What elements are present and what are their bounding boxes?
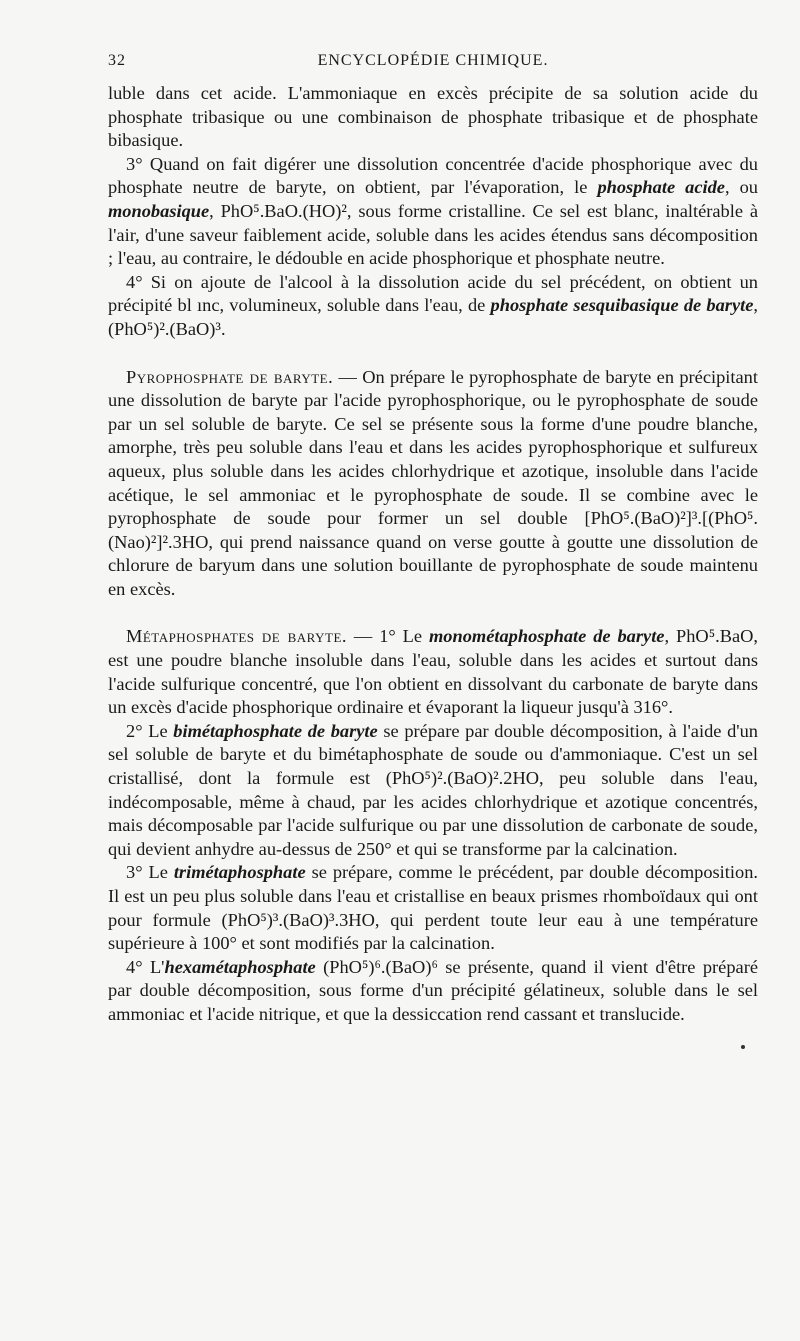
text-run: 3° Le <box>126 862 174 883</box>
section-metaphosphates <box>108 625 758 719</box>
term-phosphate-acide: phosphate acide <box>597 177 725 198</box>
term-bimetaphosphate: bimétaphosphate de baryte <box>173 720 378 741</box>
text-run: — On prépare le pyrophosphate de baryte en précipitant une dissolution de baryte par l'acide pyrophosphorique, ou le pyrophosphate de soude par un sel soluble de baryte. Ce sel se présente sous la forme d'une poudre blanche, amorphe, très peu soluble dans l'eau et dans les acides pyrophosphorique et sulfureux aqueux, plus soluble dans les acides chlorhydrique et azotique, insoluble dans l'acide acétique, le sel ammoniac et le pyrophosphate de soude. Il se combine avec le pyrophosphate de soude pour former un sel double [PhO⁵.(BaO)²]³.[(PhO⁵.(Nao)²]².3HO, qui prend naissance quand on verse goutte à goutte une dissolution de chlorure de baryum dans une solution bouillante de pyrophosphate de soude maintenu en excès. <box>108 366 758 599</box>
text-run: 4° L' <box>126 956 165 977</box>
text-run: (PhO⁵)⁶.(BaO)⁶ se présente, quand il vient d'être préparé par double décomposition, sous forme d'un précipité gélatineux, soluble dans le sel ammoniac et l'acide nitrique, et que la dessiccation rend cassant et translucide. <box>108 956 758 1024</box>
section-title-pyrophosphate: Pyrophosphate de baryte. <box>126 366 334 387</box>
text-run: se prépare par double décomposition, à l'aide d'un sel soluble de baryte et du bimétaphosphate de soude ou d'ammoniaque. C'est un sel cristallisé, dont la formule est (PhO⁵)².(BaO)².2HO, peu soluble dans l'eau, indécomposable, même à chaud, par les acides chlorhydrique et azotique concentrés, mais décomposable par l'acide sulfurique ou par une dissolution de carbonate de soude, qui devient anhydre au-dessus de 250° et qui se transforme par la calcination. <box>108 720 758 859</box>
paragraph-trimetaphosphate <box>108 861 758 955</box>
term-monobasique: monobasique <box>108 200 210 221</box>
text-run: se prépare, comme le précédent, par double décomposition. Il est un peu plus soluble dans l'eau et cristallise en beaux prismes rhomboïdaux qui ont pour formule (PhO⁵)³.(BaO)³.3HO, qui perdent toute leur eau à une température supérieure à 100° et sont modifiés par la calcination. <box>108 862 758 954</box>
term-phosphate-sesquibasique: phosphate sesquibasique de baryte <box>490 295 754 316</box>
page-number: 32 <box>108 52 126 69</box>
page-body <box>108 82 758 1027</box>
paragraph-1: luble dans cet acide. L'ammoniaque en excès précipite de sa solution acide du phosphate tribasique ou une combinaison de phosphate tribasique et de phosphate bibasique. <box>108 83 758 151</box>
running-head: ENCYCLOPÉDIE CHIMIQUE. <box>317 52 549 69</box>
paragraph-phosphate-acide <box>108 153 758 271</box>
text-run: , (PhO⁵)².(BaO)³. <box>108 295 758 339</box>
section-title-metaphosphates: Métaphosphates de baryte. <box>126 626 348 647</box>
paragraph-hexametaphosphate <box>108 956 758 1027</box>
ink-speck <box>741 1045 745 1049</box>
term-hexametaphosphate: hexamétaphosphate <box>164 956 316 977</box>
text-run: — 1° Le <box>347 626 429 647</box>
paragraph-sesquibasique <box>108 271 758 342</box>
page-header <box>108 50 758 78</box>
text-run: 4° Si on ajoute de l'alcool à la dissolution acide du sel précédent, on obtient un précipité bl ınc, volumineux, soluble dans l'eau, de <box>108 271 758 316</box>
text-run: , PhO⁵.BaO.(HO)², sous forme cristalline. Ce sel est blanc, inaltérable à l'air, d'une saveur faiblement acide, soluble dans les acides étendus sans décomposition ; l'eau, au contraire, le dédouble en acide phosphorique et phosphate neutre. <box>108 200 758 269</box>
section-pyrophosphate <box>108 366 758 602</box>
term-trimetaphosphate: trimétaphosphate <box>173 862 306 883</box>
text-run: 2° Le <box>126 720 174 741</box>
text-run: 3° Quand on fait digérer une dissolution concentrée d'acide phosphorique avec du phosphate neutre de baryte, on obtient, par l'évaporation, le <box>108 153 758 198</box>
text-run: , PhO⁵.BaO, est une poudre blanche insoluble dans l'eau, soluble dans les acides et surtout dans l'acide sulfurique concentré, que l'on obtient en dissolvant du carbonate de baryte dans un excès d'acide phosphorique ordinaire et évaporant la liqueur jusqu'à 316°. <box>108 626 759 718</box>
paragraph-bimetaphosphate <box>108 720 758 862</box>
term-monometaphosphate: monométaphosphate de baryte <box>428 626 665 647</box>
text-run: , ou <box>724 177 758 198</box>
